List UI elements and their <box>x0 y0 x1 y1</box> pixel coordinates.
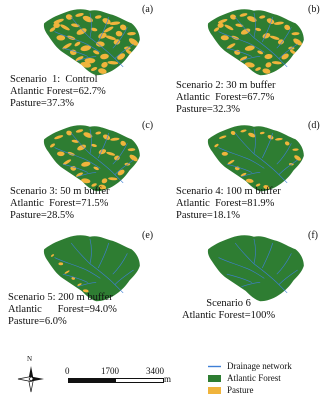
caption-line: Atlantic Forest=62.7% <box>10 86 106 97</box>
scale-bar <box>60 366 178 392</box>
caption-line: Scenario 1: Control <box>10 74 98 85</box>
panel-letter: (a) <box>142 4 154 15</box>
caption-line: Pasture=6.0% <box>8 316 67 327</box>
panel-letter: (f) <box>308 230 318 241</box>
caption-line: Scenario 3: 50 m buffer <box>10 186 110 197</box>
scale-unit: m <box>164 374 172 384</box>
caption-line: Pasture=18.1% <box>176 210 240 221</box>
forest-swatch-icon <box>208 375 221 382</box>
scenario-caption <box>176 80 276 116</box>
pasture-patch <box>85 58 96 63</box>
scenario-caption <box>10 186 110 222</box>
legend-label-forest: Atlantic Forest <box>227 373 281 383</box>
scale-tick-0: 0 <box>65 366 70 376</box>
scenario-caption <box>176 186 281 222</box>
catchment-map <box>204 6 308 80</box>
panel-letter: (c) <box>142 120 154 131</box>
catchment-map <box>40 122 144 196</box>
forest-area <box>208 125 304 191</box>
caption-line: Atlantic Forest=81.9% <box>176 198 275 209</box>
pasture-swatch-icon <box>208 387 221 394</box>
caption-line: Atlantic Forest=94.0% <box>8 304 117 315</box>
caption-line: Pasture=32.3% <box>176 104 240 115</box>
scenario-caption <box>8 292 117 328</box>
north-arrow <box>14 355 48 393</box>
scale-bar-graphic <box>68 378 164 383</box>
caption-line: Pasture=37.3% <box>10 98 74 109</box>
catchment-map <box>40 6 144 80</box>
scenario-caption <box>10 74 106 110</box>
legend-label-drainage: Drainage network <box>227 361 292 371</box>
caption-line: Pasture=28.5% <box>10 210 74 221</box>
scale-tick-3400: 3400 <box>146 366 164 376</box>
panel-letter: (d) <box>308 120 320 131</box>
scale-tick-1700: 1700 <box>101 366 119 376</box>
panel-letter: (b) <box>308 4 320 15</box>
panel-letter: (e) <box>142 230 154 241</box>
catchment-map <box>204 122 308 196</box>
caption-line: Scenario 2: 30 m buffer <box>176 80 276 91</box>
north-label: N <box>27 355 33 363</box>
drainage-line-icon <box>208 363 221 370</box>
scenario-caption <box>182 298 275 322</box>
catchment-map <box>204 232 308 306</box>
caption-line: Scenario 4: 100 m buffer <box>176 186 281 197</box>
caption-line: Scenario 5: 200 m buffer <box>8 292 113 303</box>
forest-area <box>208 235 304 301</box>
compass-rose-icon <box>14 363 48 393</box>
caption-line: Atlantic Forest=100% <box>182 310 276 321</box>
legend-label-pasture: Pasture <box>227 385 254 395</box>
caption-line: Scenario 6 <box>206 298 251 309</box>
caption-line: Atlantic Forest=71.5% <box>10 198 109 209</box>
caption-line: Atlantic Forest=67.7% <box>176 92 275 103</box>
